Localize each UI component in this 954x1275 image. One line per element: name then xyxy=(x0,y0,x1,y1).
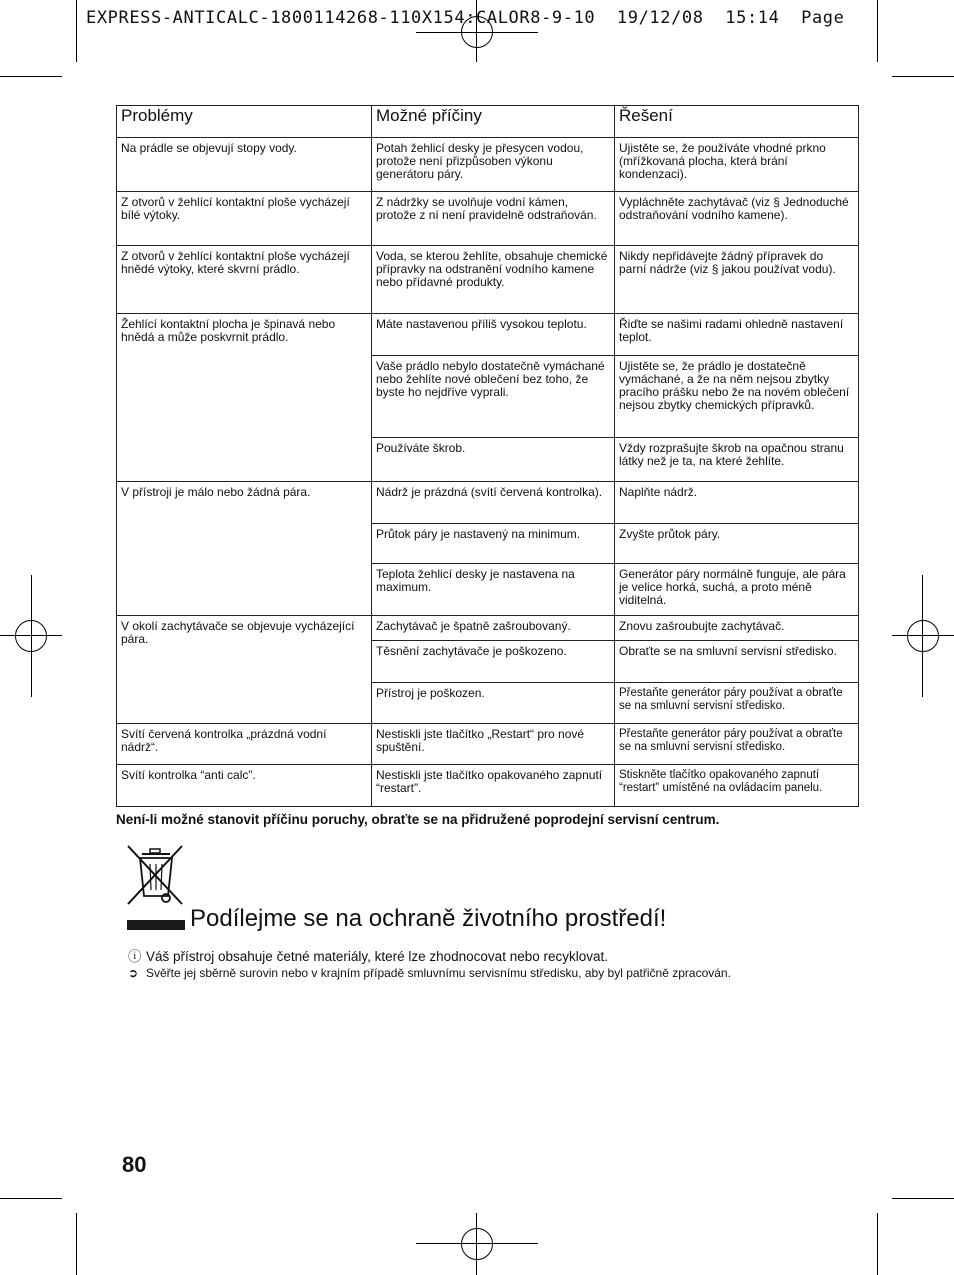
cause-cell: Průtok páry je nastavený na minimum. xyxy=(372,524,615,564)
cause-cell: Přístroj je poškozen. xyxy=(372,683,615,724)
problem-cell: Žehlící kontaktní plocha je špinavá nebo hnědá a může poskvrnit prádlo. xyxy=(117,314,372,482)
solution-cell: Stiskněte tlačítko opakovaného zapnutí “restart” umístěné na ovládacím panelu. xyxy=(615,765,859,807)
column-header-problems: Problémy xyxy=(117,106,372,138)
info-icon: ⓘ xyxy=(128,949,142,964)
solution-cell: Ujistěte se, že prádlo je dostatečně vymáchané, a že na něm nejsou zbytky pracího prášku nebo že na novém oblečení nejsou zbytky chemických přípravků. xyxy=(615,356,859,438)
crop-mark xyxy=(892,1198,954,1199)
print-slug: EXPRESS-ANTICALC-1800114268-110X154:CALOR8-9-10 xyxy=(86,8,596,28)
environment-line-2 xyxy=(128,966,731,980)
table-row xyxy=(117,246,859,314)
print-time: 15:14 xyxy=(725,8,780,28)
problem-cell: Svítí kontrolka “anti calc”. xyxy=(117,765,372,807)
crop-mark xyxy=(76,0,77,62)
solution-cell: Generátor páry normálně funguje, ale pára je velice horká, suchá, a proto méně viditelná. xyxy=(615,564,859,616)
problem-cell: V přístroji je málo nebo žádná pára. xyxy=(117,482,372,616)
registration-line xyxy=(31,575,32,697)
registration-target-icon xyxy=(461,1228,493,1260)
crop-mark xyxy=(877,1213,878,1275)
cause-cell: Zachytávač je špatně zašroubovaný. xyxy=(372,616,615,641)
troubleshooting-table xyxy=(116,105,859,807)
arrow-right-icon: ➲ xyxy=(128,966,139,980)
table-row xyxy=(117,616,859,641)
problem-cell: V okolí zachytávače se objevuje vycházející pára. xyxy=(117,616,372,724)
solution-cell: Zvyšte průtok páry. xyxy=(615,524,859,564)
cause-cell: Vaše prádlo nebylo dostatečně vymáchané nebo žehlíte nové oblečení bez toho, že byste ho nejdříve vyprali. xyxy=(372,356,615,438)
cause-cell: Máte nastavenou příliš vysokou teplotu. xyxy=(372,314,615,356)
registration-target-icon xyxy=(907,620,939,652)
print-date: 19/12/08 xyxy=(616,8,704,28)
column-header-causes: Možné příčiny xyxy=(372,106,615,138)
crop-mark xyxy=(0,1198,62,1199)
solution-cell: Přestaňte generátor páry používat a obraťte se na smluvní servisní středisko. xyxy=(615,724,859,765)
table-header-row xyxy=(117,106,859,138)
solution-cell: Ujistěte se, že používáte vhodné prkno (mřížkovaná plocha, která brání kondenzaci). xyxy=(615,138,859,192)
section-title-bar xyxy=(127,920,185,930)
problem-cell: Z otvorů v žehlící kontaktní ploše vycházejí bílé výtoky. xyxy=(117,192,372,246)
problem-cell: Z otvorů v žehlící kontaktní ploše vycházejí hnědé výtoky, které skvrní prádlo. xyxy=(117,246,372,314)
print-slug-line xyxy=(86,8,954,28)
environment-title: Podílejme se na ochraně životního prostředí! xyxy=(190,905,667,932)
registration-line xyxy=(922,575,923,697)
table-row xyxy=(117,192,859,246)
table-row xyxy=(117,314,859,356)
registration-line xyxy=(416,1243,538,1244)
registration-line xyxy=(416,32,538,33)
cause-cell: Potah žehlicí desky je přesycen vodou, protože není přizpůsoben výkonu generátoru páry. xyxy=(372,138,615,192)
print-page-word: Page xyxy=(801,8,845,28)
problem-cell: Na prádle se objevují stopy vody. xyxy=(117,138,372,192)
environment-line-1 xyxy=(128,945,608,965)
crop-mark xyxy=(76,1213,77,1275)
registration-line xyxy=(892,635,954,636)
cause-cell: Nádrž je prázdná (svítí červená kontrolka). xyxy=(372,482,615,524)
table-row xyxy=(117,724,859,765)
crossed-out-wheelie-bin-icon xyxy=(124,842,186,906)
solution-cell: Obraťte se na smluvní servisní středisko. xyxy=(615,641,859,683)
service-note: Není-li možné stanovit příčinu poruchy, obraťte se na přidružené poprodejní servisní centrum. xyxy=(116,812,720,827)
page-number: 80 xyxy=(122,1152,147,1177)
crop-mark xyxy=(892,76,954,77)
cause-cell: Nestiskli jste tlačítko opakovaného zapnutí “restart”. xyxy=(372,765,615,807)
problem-cell: Svítí červená kontrolka „prázdná vodní nádrž“. xyxy=(117,724,372,765)
cause-cell: Nestiskli jste tlačítko „Restart“ pro nové spuštění. xyxy=(372,724,615,765)
solution-cell: Nikdy nepřidávejte žádný přípravek do parní nádrže (viz § jakou používat vodu). xyxy=(615,246,859,314)
solution-cell: Řiďte se našimi radami ohledně nastavení teplot. xyxy=(615,314,859,356)
table-row xyxy=(117,765,859,807)
crop-mark xyxy=(0,76,62,77)
solution-cell: Vypláchněte zachytávač (viz § Jednoduché odstraňování vodního kamene). xyxy=(615,192,859,246)
table-row xyxy=(117,138,859,192)
cause-cell: Z nádržky se uvolňuje vodní kámen, protože z ní není pravidelně odstraňován. xyxy=(372,192,615,246)
table-row xyxy=(117,482,859,524)
solution-cell: Znovu zašroubujte zachytávač. xyxy=(615,616,859,641)
cause-cell: Používáte škrob. xyxy=(372,438,615,482)
column-header-solutions: Řešení xyxy=(615,106,859,138)
cause-cell: Teplota žehlicí desky je nastavena na maximum. xyxy=(372,564,615,616)
cause-cell: Těsnění zachytávače je poškozeno. xyxy=(372,641,615,683)
cause-cell: Voda, se kterou žehlíte, obsahuje chemické přípravky na odstranění vodního kamene nebo přídavné produkty. xyxy=(372,246,615,314)
solution-cell: Přestaňte generátor páry používat a obraťte se na smluvní servisní středisko. xyxy=(615,683,859,724)
environment-text-1: Váš přístroj obsahuje četné materiály, které lze zhodnocovat nebo recyklovat. xyxy=(146,949,608,964)
registration-line xyxy=(476,1213,477,1275)
solution-cell: Naplňte nádrž. xyxy=(615,482,859,524)
environment-text-2: Svěřte jej sběrně surovin nebo v krajním případě smluvnímu servisnímu středisku, aby byl patřičně zpracován. xyxy=(146,966,731,980)
solution-cell: Vždy rozprašujte škrob na opačnou stranu látky než je ta, na které žehlíte. xyxy=(615,438,859,482)
